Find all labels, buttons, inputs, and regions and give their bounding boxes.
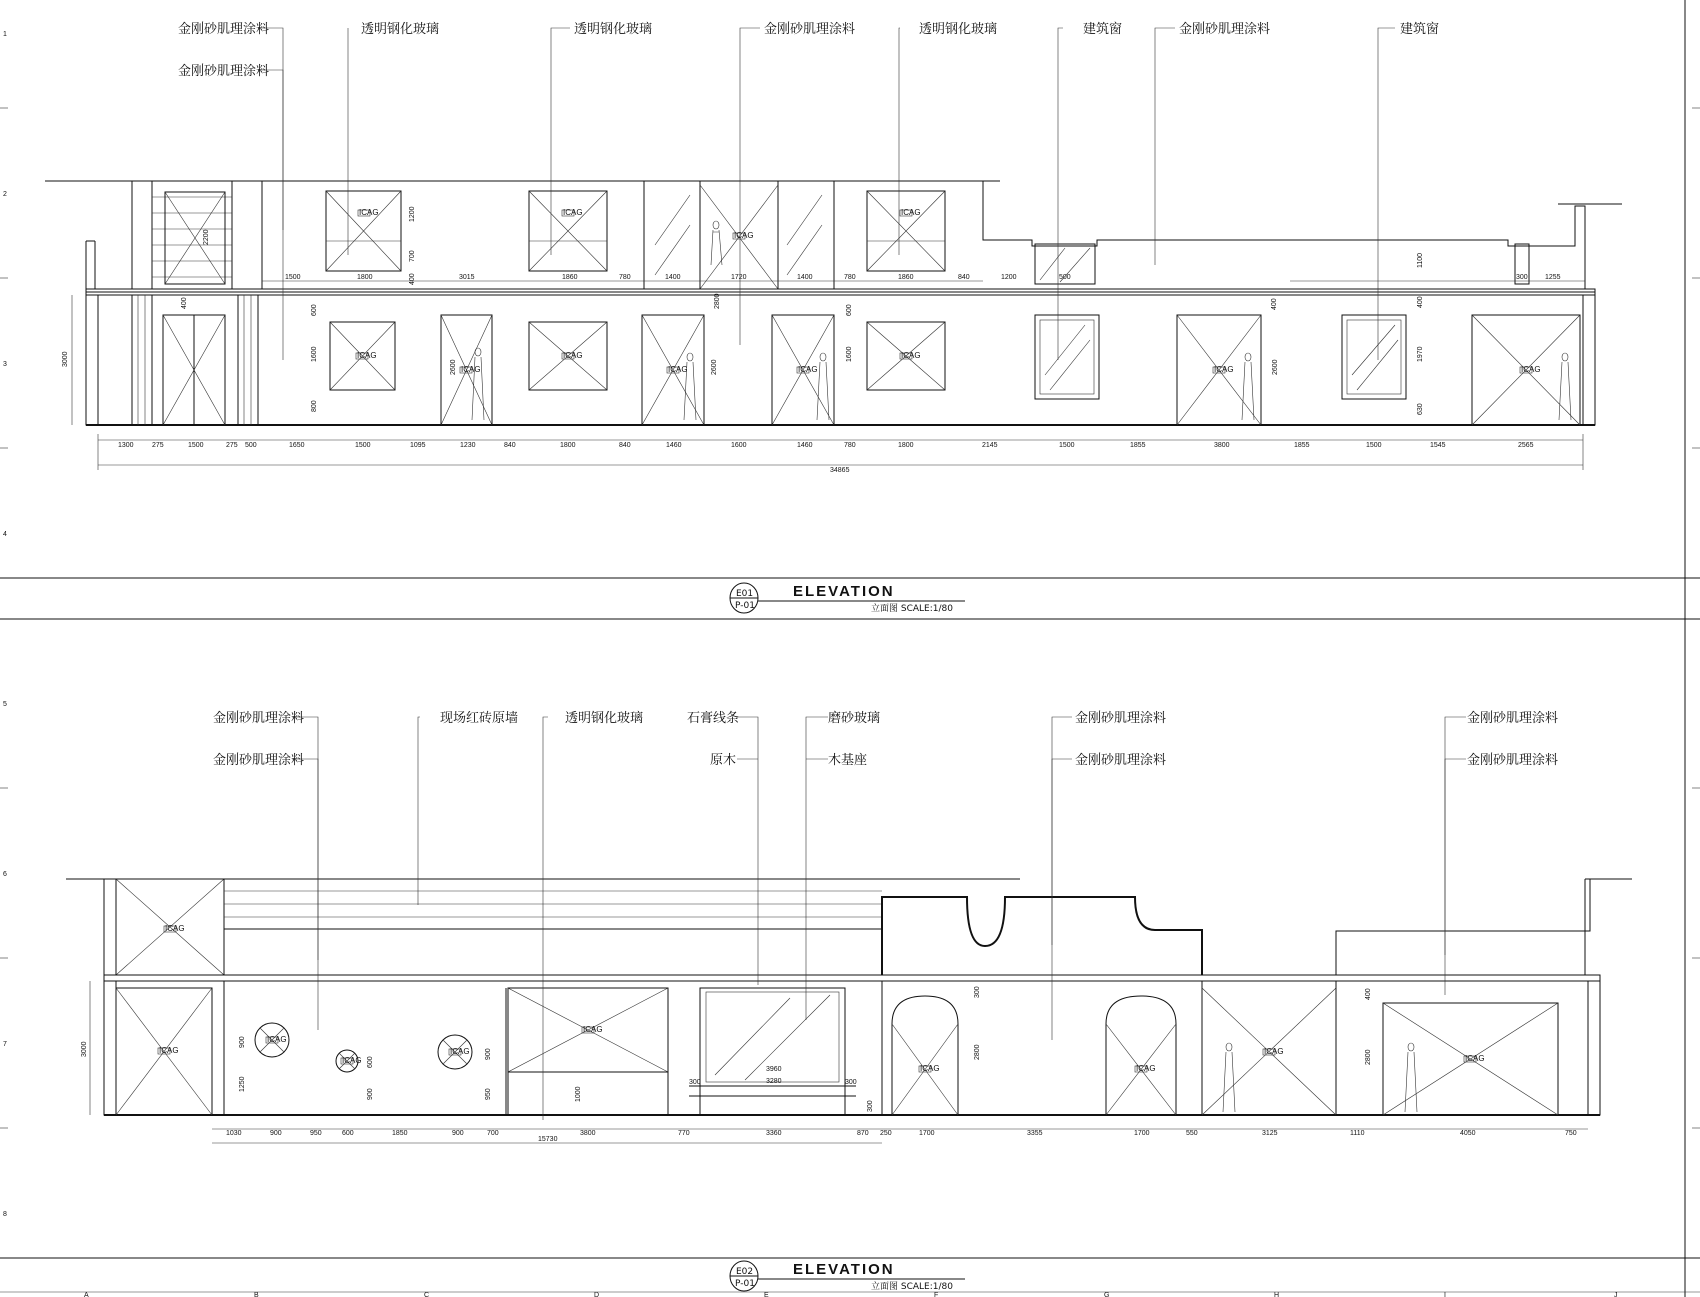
e02-callout-10: 金刚砂肌理涂料 xyxy=(1075,753,1167,768)
e02-lower-facade xyxy=(116,981,1558,1115)
e01-callout-3: 透明钢化玻璃 xyxy=(361,22,440,37)
grid-row-6: 6 xyxy=(3,871,7,878)
e01-udim-14: 300 xyxy=(1516,274,1528,281)
e02-callout-7: 磨砂玻璃 xyxy=(828,711,881,726)
e02-callout-12: 金刚砂肌理涂料 xyxy=(1467,753,1559,768)
e02-bdim-14: 3355 xyxy=(1027,1130,1043,1137)
e02-bdim-4: 600 xyxy=(342,1130,354,1137)
e01-udim-8: 1400 xyxy=(797,274,813,281)
e01-udim-2: 1800 xyxy=(357,274,373,281)
e02-callout-leaders xyxy=(292,717,1466,1120)
e01-bdim-3: 1500 xyxy=(188,442,204,449)
e02-code-top: E02 xyxy=(736,1267,754,1277)
e01-callout-2: 金刚砂肌理涂料 xyxy=(178,64,270,79)
e01-callout-5: 金刚砂肌理涂料 xyxy=(764,22,856,37)
grid-row-1: 1 xyxy=(3,31,7,38)
e01-tag-1: ICAG xyxy=(359,208,379,217)
e01-bdim-8: 1095 xyxy=(410,442,426,449)
e01-vdim-20: 2800 xyxy=(714,293,721,309)
e02-vdim-7: 950 xyxy=(485,1088,492,1100)
e02-subtotal-dim: 15730 xyxy=(538,1136,558,1143)
grid-row-2: 2 xyxy=(3,191,7,198)
e02-vertical-dims xyxy=(81,981,1372,1115)
grid-row-8: 8 xyxy=(3,1211,7,1218)
e02-callout-8: 木基座 xyxy=(828,753,868,768)
e02-brick-wall xyxy=(224,891,882,917)
e01-bdim-7: 1500 xyxy=(355,442,371,449)
e02-callout-2: 金刚砂肌理涂料 xyxy=(213,753,305,768)
grid-col-e: E xyxy=(764,1292,769,1297)
e02-bdim-9: 770 xyxy=(678,1130,690,1137)
e02-vdim-5: 900 xyxy=(367,1088,374,1100)
e01-bdim-18: 2145 xyxy=(982,442,998,449)
grid-col-d: D xyxy=(594,1292,600,1297)
e02-bdim-16: 550 xyxy=(1186,1130,1198,1137)
e01-bdim-5: 500 xyxy=(245,442,257,449)
e01-bdim-10: 840 xyxy=(504,442,516,449)
e02-subtitle: 立面图 SCALE:1/80 xyxy=(871,1282,953,1292)
e01-title-block xyxy=(730,583,965,614)
e01-callout-leaders xyxy=(258,28,1395,360)
e01-callout-6: 透明钢化玻璃 xyxy=(919,22,998,37)
e01-tag-3: ICAG xyxy=(734,231,754,240)
e01-vdim-3: 1200 xyxy=(409,206,416,222)
e02-callout-3: 现场红砖原墙 xyxy=(440,711,519,726)
grid-col-j: J xyxy=(1614,1292,1618,1297)
elevation-e01 xyxy=(45,21,1622,614)
e01-udim-15: 1255 xyxy=(1545,274,1561,281)
e01-bdim-2: 275 xyxy=(152,442,164,449)
e01-bdim-23: 1500 xyxy=(1366,442,1382,449)
e02-bdim-15: 1700 xyxy=(1134,1130,1150,1137)
e01-tag-8: ICAG xyxy=(668,365,688,374)
e01-code-bottom: P-01 xyxy=(735,601,755,611)
e02-bdim-13: 1700 xyxy=(919,1130,935,1137)
e01-lower-facade xyxy=(132,221,1580,425)
grid-col-a: A xyxy=(84,1292,89,1297)
e02-code-bottom: P-01 xyxy=(735,1279,755,1289)
e01-vdim-8: 1600 xyxy=(311,346,318,362)
e01-vdim-16: 1970 xyxy=(1417,346,1424,362)
grid-col-h: H xyxy=(1274,1292,1280,1297)
e01-tag-6: ICAG xyxy=(461,365,481,374)
e02-tag-4: ICAG xyxy=(342,1056,362,1065)
e01-udim-13: 500 xyxy=(1059,274,1071,281)
e02-idim-2: 3280 xyxy=(766,1078,782,1085)
e01-tag-2: ICAG xyxy=(563,208,583,217)
e02-bdim-18: 1110 xyxy=(1350,1130,1365,1137)
e01-bdim-22: 1855 xyxy=(1294,442,1310,449)
e02-bdim-11: 870 xyxy=(857,1130,869,1137)
e02-bdim-3: 950 xyxy=(310,1130,322,1137)
e02-bdim-17: 3125 xyxy=(1262,1130,1278,1137)
e02-tag-7: ICAG xyxy=(920,1064,940,1073)
e02-floor-slab xyxy=(104,975,1600,1115)
e02-bdim-6: 900 xyxy=(452,1130,464,1137)
e02-title-block xyxy=(730,1261,965,1292)
e02-bdim-7: 700 xyxy=(487,1130,499,1137)
e02-tag-10: ICAG xyxy=(1465,1054,1485,1063)
e02-bdim-10: 3360 xyxy=(766,1130,782,1137)
e01-vdim-2: 2200 xyxy=(203,229,210,245)
e01-bdim-14: 1600 xyxy=(731,442,747,449)
e02-title: ELEVATION xyxy=(793,1261,895,1278)
elevation-e02 xyxy=(66,710,1632,1292)
e01-tag-7: ICAG xyxy=(563,351,583,360)
e01-upper-dims xyxy=(262,274,1585,281)
e02-tag-9: ICAG xyxy=(1264,1047,1284,1056)
e01-bdim-12: 840 xyxy=(619,442,631,449)
e01-bottom-dims xyxy=(98,434,1583,474)
e01-bdim-1: 1300 xyxy=(118,442,134,449)
e01-callout-4: 透明钢化玻璃 xyxy=(574,22,653,37)
e01-vdim-17: 630 xyxy=(1417,403,1424,415)
e02-tag-5: ICAG xyxy=(450,1047,470,1056)
e02-vdim-8: 1000 xyxy=(575,1086,582,1102)
grid-col-c: C xyxy=(424,1292,430,1297)
e01-callout-8: 金刚砂肌理涂料 xyxy=(1179,22,1271,37)
e02-bdim-8: 3800 xyxy=(580,1130,596,1137)
e02-idim-5: 300 xyxy=(867,1100,874,1112)
e01-vdim-1: 3000 xyxy=(62,351,69,367)
e01-object-tags xyxy=(356,208,1541,374)
e02-vdim-10: 300 xyxy=(974,986,981,998)
grid-row-4: 4 xyxy=(3,531,7,538)
e01-bdim-6: 1650 xyxy=(289,442,305,449)
e01-udim-12: 1200 xyxy=(1001,274,1017,281)
e02-tag-1: ICAG xyxy=(165,924,185,933)
grid-row-5: 5 xyxy=(3,701,7,708)
e01-udim-1: 1500 xyxy=(285,274,301,281)
e01-upper-outline xyxy=(45,181,1622,289)
e02-tag-2: ICAG xyxy=(159,1046,179,1055)
e01-bdim-9: 1230 xyxy=(460,442,476,449)
e01-subtitle: 立面图 SCALE:1/80 xyxy=(871,604,953,614)
e02-vdim-11: 400 xyxy=(1365,988,1372,1000)
e02-callout-11: 金刚砂肌理涂料 xyxy=(1467,711,1559,726)
e01-bdim-24: 1545 xyxy=(1430,442,1446,449)
e02-bottom-dims xyxy=(212,1129,1588,1143)
e01-vdim-9: 800 xyxy=(311,400,318,412)
e01-udim-9: 780 xyxy=(844,274,856,281)
e01-bdim-13: 1460 xyxy=(666,442,682,449)
grid-col-g: G xyxy=(1104,1292,1110,1297)
e01-bdim-11: 1800 xyxy=(560,442,576,449)
e01-bdim-17: 1800 xyxy=(898,442,914,449)
e02-bdim-5: 1850 xyxy=(392,1130,408,1137)
e02-vdim-12: 2800 xyxy=(1365,1049,1372,1065)
e01-callout-7: 建筑窗 xyxy=(1083,22,1123,37)
e01-vdim-7: 600 xyxy=(311,304,318,316)
grid-col-i: I xyxy=(1444,1292,1446,1297)
e02-upper-outline xyxy=(66,879,1632,975)
e02-tag-6: ICAG xyxy=(583,1025,603,1034)
e02-human-figures xyxy=(1223,1043,1417,1112)
e01-udim-3: 3015 xyxy=(459,274,475,281)
e02-bdim-19: 4050 xyxy=(1460,1130,1476,1137)
e01-tag-12: ICAG xyxy=(1521,365,1541,374)
e01-bdim-21: 3800 xyxy=(1214,442,1230,449)
e01-tag-9: ICAG xyxy=(798,365,818,374)
e02-callout-1: 金刚砂肌理涂料 xyxy=(213,711,305,726)
e02-vdim-1: 3000 xyxy=(81,1041,88,1057)
e01-title: ELEVATION xyxy=(793,583,895,600)
e01-tag-11: ICAG xyxy=(1214,365,1234,374)
e02-callout-4: 透明钢化玻璃 xyxy=(565,711,644,726)
e01-vdim-12: 2600 xyxy=(1272,359,1279,375)
e01-vdim-18: 1100 xyxy=(1417,252,1424,268)
e01-bdim-15: 1460 xyxy=(797,442,813,449)
e01-vdim-10: 2600 xyxy=(450,359,457,375)
grid-row-3: 3 xyxy=(3,361,7,368)
e02-tag-8: ICAG xyxy=(1136,1064,1156,1073)
e02-vdim-6: 900 xyxy=(485,1048,492,1060)
grid-col-f: F xyxy=(934,1292,939,1297)
e01-vdim-5: 400 xyxy=(409,273,416,285)
e01-callout-1: 金刚砂肌理涂料 xyxy=(178,22,270,37)
e02-callout-5: 石膏线条 xyxy=(687,711,740,726)
e01-bdim-20: 1855 xyxy=(1130,442,1146,449)
e01-code-top: E01 xyxy=(736,589,754,599)
e02-idim-3: 300 xyxy=(689,1079,701,1086)
e02-bdim-12: 250 xyxy=(880,1130,892,1137)
e01-udim-11: 840 xyxy=(958,274,970,281)
e01-vdim-15: 400 xyxy=(1417,296,1424,308)
e02-object-tags xyxy=(158,924,1485,1073)
e02-idim-4: 300 xyxy=(845,1079,857,1086)
e02-callout-6: 原木 xyxy=(710,753,737,768)
e01-bdim-16: 780 xyxy=(844,442,856,449)
e02-bdim-20: 750 xyxy=(1565,1130,1577,1137)
e01-vdim-6: 400 xyxy=(181,297,188,309)
e01-vdim-14: 600 xyxy=(846,304,853,316)
e01-vdim-19: 400 xyxy=(1271,298,1278,310)
e01-bdim-4: 275 xyxy=(226,442,238,449)
e01-bdim-25: 2565 xyxy=(1518,442,1534,449)
e01-callout-9: 建筑窗 xyxy=(1400,22,1440,37)
e01-udim-6: 1400 xyxy=(665,274,681,281)
e02-vdim-2: 900 xyxy=(239,1036,246,1048)
e01-udim-4: 1860 xyxy=(562,274,578,281)
e02-vdim-4: 600 xyxy=(367,1056,374,1068)
e02-bdim-1: 1030 xyxy=(226,1130,242,1137)
e01-vdim-13: 1600 xyxy=(846,346,853,362)
e02-vdim-3: 1250 xyxy=(239,1076,246,1092)
e01-bdim-19: 1500 xyxy=(1059,442,1075,449)
e02-idim-1: 3960 xyxy=(766,1066,782,1073)
grid-row-7: 7 xyxy=(3,1041,7,1048)
e02-vdim-9: 2800 xyxy=(974,1044,981,1060)
e01-total-dim: 34865 xyxy=(830,467,850,474)
e01-tag-5: ICAG xyxy=(357,351,377,360)
e01-udim-7: 1720 xyxy=(731,274,747,281)
grid-col-b: B xyxy=(254,1292,259,1297)
e01-vdim-4: 700 xyxy=(409,250,416,262)
e02-tag-3: ICAG xyxy=(267,1035,287,1044)
e01-vdim-11: 2600 xyxy=(711,359,718,375)
e02-bdim-2: 900 xyxy=(270,1130,282,1137)
e01-udim-5: 780 xyxy=(619,274,631,281)
e02-callout-9: 金刚砂肌理涂料 xyxy=(1075,711,1167,726)
e01-udim-10: 1860 xyxy=(898,274,914,281)
e01-tag-10: ICAG xyxy=(901,351,921,360)
grid-col-markers xyxy=(84,1292,1618,1297)
e01-tag-4: ICAG xyxy=(901,208,921,217)
